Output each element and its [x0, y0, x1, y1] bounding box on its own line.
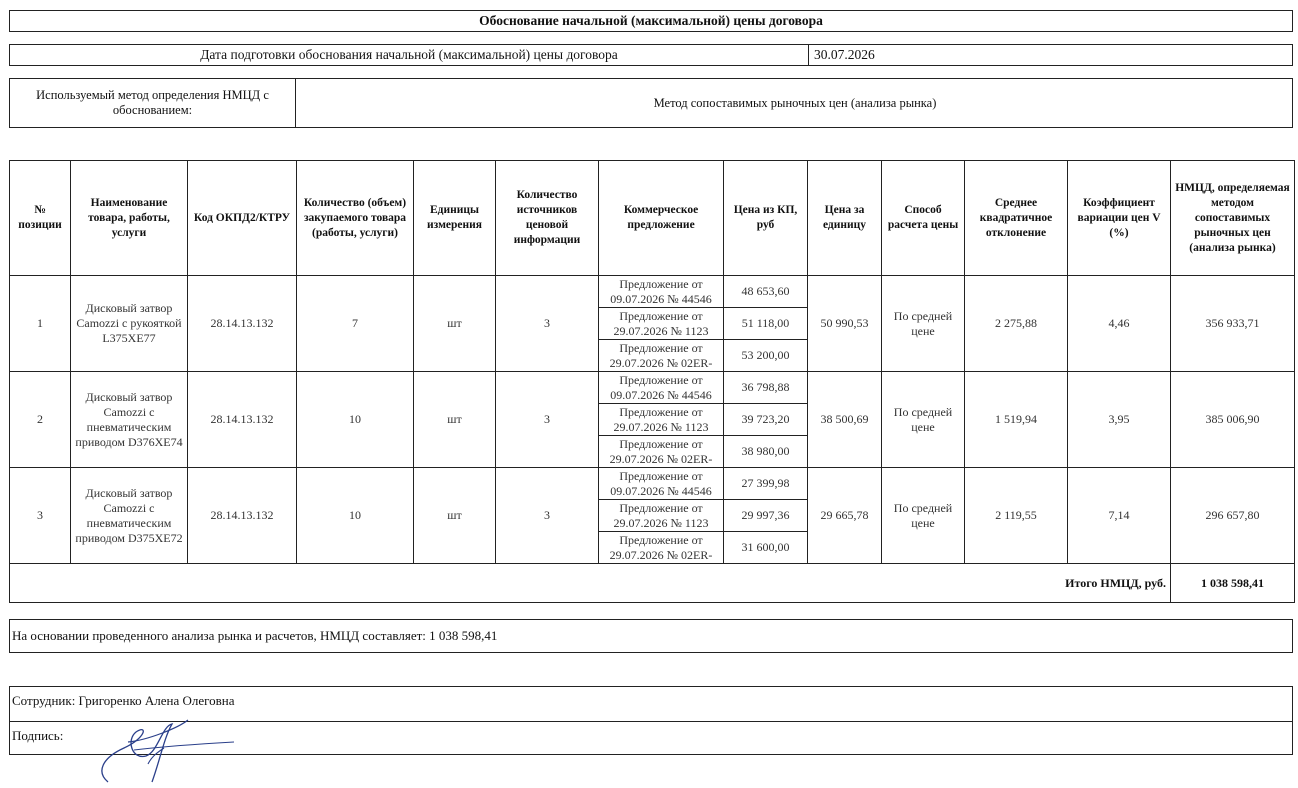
offer-text: Предложение от 09.07.2026 № 44546 [599, 372, 724, 404]
sources-count: 3 [496, 276, 599, 372]
header-cell: Количество источников ценовой информации [496, 161, 599, 276]
conclusion-text: На основании проведенного анализа рынка и расчетов, НМЦД составляет: 1 038 598,41 [9, 619, 1293, 653]
offer-text: Предложение от 29.07.2026 № 02ER- [599, 532, 724, 564]
position-number: 2 [10, 372, 71, 468]
item-name: Дисковый затвор Camozzi с пневматическим приводом D376XE74 [71, 372, 188, 468]
header-cell: Коммерческое предложение [599, 161, 724, 276]
header-cell: Среднее квадратичное отклонение [965, 161, 1068, 276]
unit-price: 38 500,69 [808, 372, 882, 468]
offer-price: 38 980,00 [724, 436, 808, 468]
header-cell: Коэффициент вариации цен V (%) [1068, 161, 1171, 276]
okpd-code: 28.14.13.132 [188, 372, 297, 468]
okpd-code: 28.14.13.132 [188, 276, 297, 372]
sources-count: 3 [496, 468, 599, 564]
offer-price: 31 600,00 [724, 532, 808, 564]
calc-method: По средней цене [882, 276, 965, 372]
header-cell: Наименование товара, работы, услуги [71, 161, 188, 276]
offer-text: Предложение от 29.07.2026 № 02ER- [599, 436, 724, 468]
document-title: Обоснование начальной (максимальной) цены договора [9, 10, 1293, 32]
date-row [9, 44, 1293, 66]
item-name: Дисковый затвор Camozzi с рукояткой L375XE77 [71, 276, 188, 372]
nmcd-value: 385 006,90 [1171, 372, 1295, 468]
std-deviation: 1 519,94 [965, 372, 1068, 468]
header-cell: Единицы измерения [414, 161, 496, 276]
calc-method: По средней цене [882, 468, 965, 564]
total-label: Итого НМЦД, руб. [10, 564, 1171, 603]
unit-price: 29 665,78 [808, 468, 882, 564]
total-value: 1 038 598,41 [1171, 564, 1295, 603]
signature-label: Подпись: [12, 728, 64, 743]
offer-text: Предложение от 29.07.2026 № 02ER- [599, 340, 724, 372]
date-value: 30.07.2026 [814, 47, 875, 62]
total-row [10, 564, 1295, 603]
offer-text: Предложение от 09.07.2026 № 44546 [599, 468, 724, 500]
position-number: 3 [10, 468, 71, 564]
unit-price: 50 990,53 [808, 276, 882, 372]
unit: шт [414, 276, 496, 372]
header-cell: Код ОКПД2/КТРУ [188, 161, 297, 276]
unit: шт [414, 468, 496, 564]
nmcd-value: 296 657,80 [1171, 468, 1295, 564]
calc-method: По средней цене [882, 372, 965, 468]
offer-price: 48 653,60 [724, 276, 808, 308]
table-row [10, 468, 1295, 500]
okpd-code: 28.14.13.132 [188, 468, 297, 564]
offer-text: Предложение от 29.07.2026 № 1123 [599, 404, 724, 436]
position-number: 1 [10, 276, 71, 372]
table-row [10, 372, 1295, 404]
offer-price: 27 399,98 [724, 468, 808, 500]
offer-price: 39 723,20 [724, 404, 808, 436]
offer-price: 29 997,36 [724, 500, 808, 532]
handwritten-signature [88, 718, 238, 786]
header-cell: № позиции [10, 161, 71, 276]
header-cell: Цена из КП, руб [724, 161, 808, 276]
employee-name: Сотрудник: Григоренко Алена Олеговна [12, 693, 235, 708]
method-label: Используемый метод определения НМЦД с обоснованием: [10, 79, 296, 127]
table-header-row [10, 161, 1295, 276]
offer-text: Предложение от 29.07.2026 № 1123 [599, 308, 724, 340]
offer-price: 51 118,00 [724, 308, 808, 340]
variation-coef: 7,14 [1068, 468, 1171, 564]
sources-count: 3 [496, 372, 599, 468]
offer-text: Предложение от 09.07.2026 № 44546 [599, 276, 724, 308]
variation-coef: 3,95 [1068, 372, 1171, 468]
offer-price: 36 798,88 [724, 372, 808, 404]
nmcd-value: 356 933,71 [1171, 276, 1295, 372]
header-cell: Способ расчета цены [882, 161, 965, 276]
quantity: 7 [297, 276, 414, 372]
table-row [10, 276, 1295, 308]
date-label: Дата подготовки обоснования начальной (максимальной) цены договора [10, 45, 809, 65]
offer-price: 53 200,00 [724, 340, 808, 372]
unit: шт [414, 372, 496, 468]
variation-coef: 4,46 [1068, 276, 1171, 372]
header-cell: НМЦД, определяемая методом сопоставимых рыночных цен (анализа рынка) [1171, 161, 1295, 276]
quantity: 10 [297, 372, 414, 468]
price-table [9, 160, 1295, 603]
header-cell: Цена за единицу [808, 161, 882, 276]
std-deviation: 2 275,88 [965, 276, 1068, 372]
item-name: Дисковый затвор Camozzi с пневматическим приводом D375XE72 [71, 468, 188, 564]
method-value: Метод сопоставимых рыночных цен (анализа рынка) [653, 95, 937, 110]
offer-text: Предложение от 29.07.2026 № 1123 [599, 500, 724, 532]
header-cell: Количество (объем) закупаемого товара (работы, услуги) [297, 161, 414, 276]
method-row [9, 78, 1293, 128]
quantity: 10 [297, 468, 414, 564]
std-deviation: 2 119,55 [965, 468, 1068, 564]
